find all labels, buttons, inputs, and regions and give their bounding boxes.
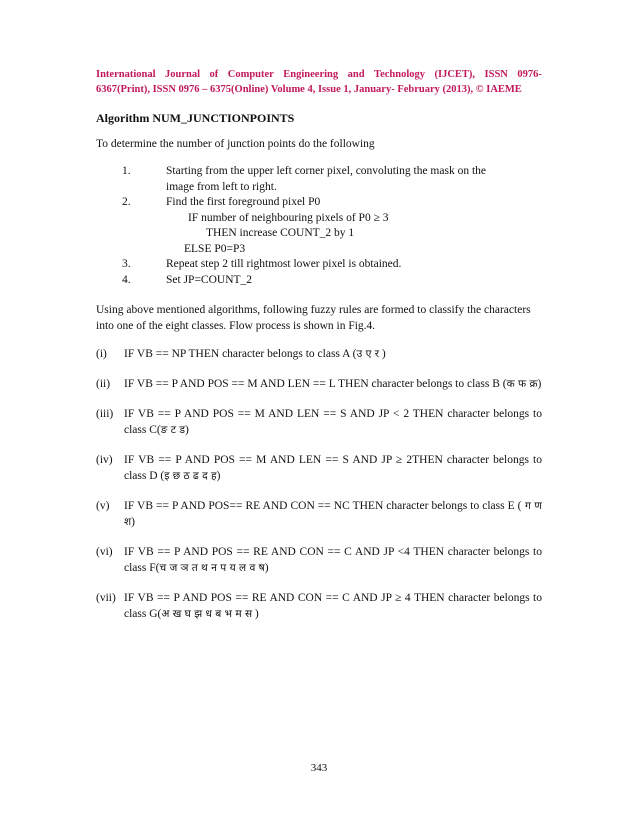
step-number: 1. xyxy=(122,165,131,177)
page-number: 343 xyxy=(310,762,328,774)
rule-number: (ii) xyxy=(96,378,111,390)
rule-item xyxy=(96,376,542,392)
header-word: and xyxy=(347,69,365,80)
rule-item xyxy=(96,346,542,362)
header-word: ISSN xyxy=(484,69,508,80)
algorithm-title: Algorithm NUM_JUNCTIONPOINTS xyxy=(96,111,295,125)
rule-number: (iii) xyxy=(96,408,114,420)
rule-close: ) xyxy=(216,470,221,482)
step-text: Starting from the upper left corner pixel, convoluting the mask on the xyxy=(166,165,487,177)
rule-close: ) xyxy=(131,516,135,528)
rule-close: ) xyxy=(379,348,386,360)
class-characters: क फ क्र xyxy=(506,378,538,390)
rule-condition: IF VB == P AND POS == M AND LEN == L THEN character belongs to class B ( xyxy=(124,378,507,390)
rule-number: (vi) xyxy=(96,546,113,558)
fuzzy-rules-list xyxy=(96,346,542,636)
step-text: THEN increase COUNT_2 by 1 xyxy=(206,227,355,239)
rule-close: ) xyxy=(264,562,269,574)
rule-condition: IF VB == P AND POS== RE AND CON == NC THEN character belongs to class E ( xyxy=(124,500,522,512)
algorithm-steps xyxy=(122,164,542,288)
header-word: (IJCET), xyxy=(434,69,476,80)
step-item xyxy=(122,257,542,273)
rule-number: (v) xyxy=(96,500,110,512)
rule-number: (i) xyxy=(96,348,107,360)
step-text: Repeat step 2 till rightmost lower pixel is obtained. xyxy=(166,258,402,270)
step-number: 2. xyxy=(122,196,131,208)
header-word: Engineering xyxy=(283,69,339,80)
step-item xyxy=(122,226,542,242)
rule-text xyxy=(124,452,542,484)
rule-condition: IF VB == NP THEN character belongs to class A ( xyxy=(124,348,357,360)
rule-condition: IF VB == P AND POS == RE AND CON == C AND JP ≥ 4 THEN character belongs to class G( xyxy=(124,592,542,620)
rule-item xyxy=(96,406,542,438)
intro-text: To determine the number of junction points do the following xyxy=(96,138,375,150)
rule-close: ) xyxy=(537,378,542,390)
class-characters: च ज ञ त थ न प य ल व ष xyxy=(159,562,265,574)
rule-close: ) xyxy=(252,608,259,620)
header-word: Journal xyxy=(165,69,201,80)
step-item xyxy=(122,164,542,180)
rule-text xyxy=(124,590,542,622)
journal-header xyxy=(96,67,542,97)
step-number: 3. xyxy=(122,258,131,270)
step-item xyxy=(122,195,542,211)
rule-text xyxy=(124,498,542,530)
step-number: 4. xyxy=(122,273,131,286)
step-text: ELSE P0=P3 xyxy=(184,242,246,255)
step-item xyxy=(122,273,542,289)
step-text: IF number of neighbouring pixels of P0 ≥ 3 xyxy=(188,211,389,224)
header-word: Technology xyxy=(374,69,426,80)
rule-condition: IF VB == P AND POS == M AND LEN == S AND JP ≥ 2THEN character belongs to class D ( xyxy=(124,454,542,482)
rule-close: ) xyxy=(185,424,189,436)
rule-number: (iv) xyxy=(96,454,113,466)
header-word: of xyxy=(209,69,219,80)
header-line-2: 6367(Print), ISSN 0976 – 6375(Online) Volume 4, Issue 1, January- February (2013), © IAEME xyxy=(96,84,522,95)
step-item xyxy=(122,242,542,258)
class-characters: ग ण श xyxy=(124,500,542,528)
rule-item xyxy=(96,452,542,484)
rule-condition: IF VB == P AND POS == RE AND CON == C AND JP <4 THEN character belongs to class F( xyxy=(124,546,542,574)
step-text: image from left to right. xyxy=(166,180,277,193)
rule-text xyxy=(124,376,542,392)
rule-item xyxy=(96,544,542,576)
rule-item xyxy=(96,590,542,622)
rule-text xyxy=(124,544,542,576)
step-item xyxy=(122,180,542,196)
step-text: Find the first foreground pixel P0 xyxy=(166,196,321,208)
class-characters: उ ए र xyxy=(356,348,380,360)
rule-text xyxy=(124,346,542,362)
rule-item xyxy=(96,498,542,530)
step-item xyxy=(122,211,542,227)
step-text: Set JP=COUNT_2 xyxy=(166,273,253,286)
class-characters: इ छ ठ ढ द ह xyxy=(164,470,217,482)
header-word: Computer xyxy=(227,69,274,80)
header-word: 0976- xyxy=(517,69,542,80)
header-word: International xyxy=(96,69,156,80)
rule-condition: IF VB == P AND POS == M AND LEN == S AND JP < 2 THEN character belongs to class C( xyxy=(124,408,542,436)
header-line-1 xyxy=(96,67,542,82)
rule-text xyxy=(124,406,542,438)
fuzzy-rules-intro: Using above mentioned algorithms, following fuzzy rules are formed to classify the characters into one of the eight classes. Flow process is shown in Fig.4. xyxy=(96,304,531,332)
class-characters: ङ ट ड xyxy=(160,424,186,436)
rule-number: (vii) xyxy=(96,592,116,604)
class-characters: अ ख घ झ ध ब भ म स xyxy=(161,608,253,620)
